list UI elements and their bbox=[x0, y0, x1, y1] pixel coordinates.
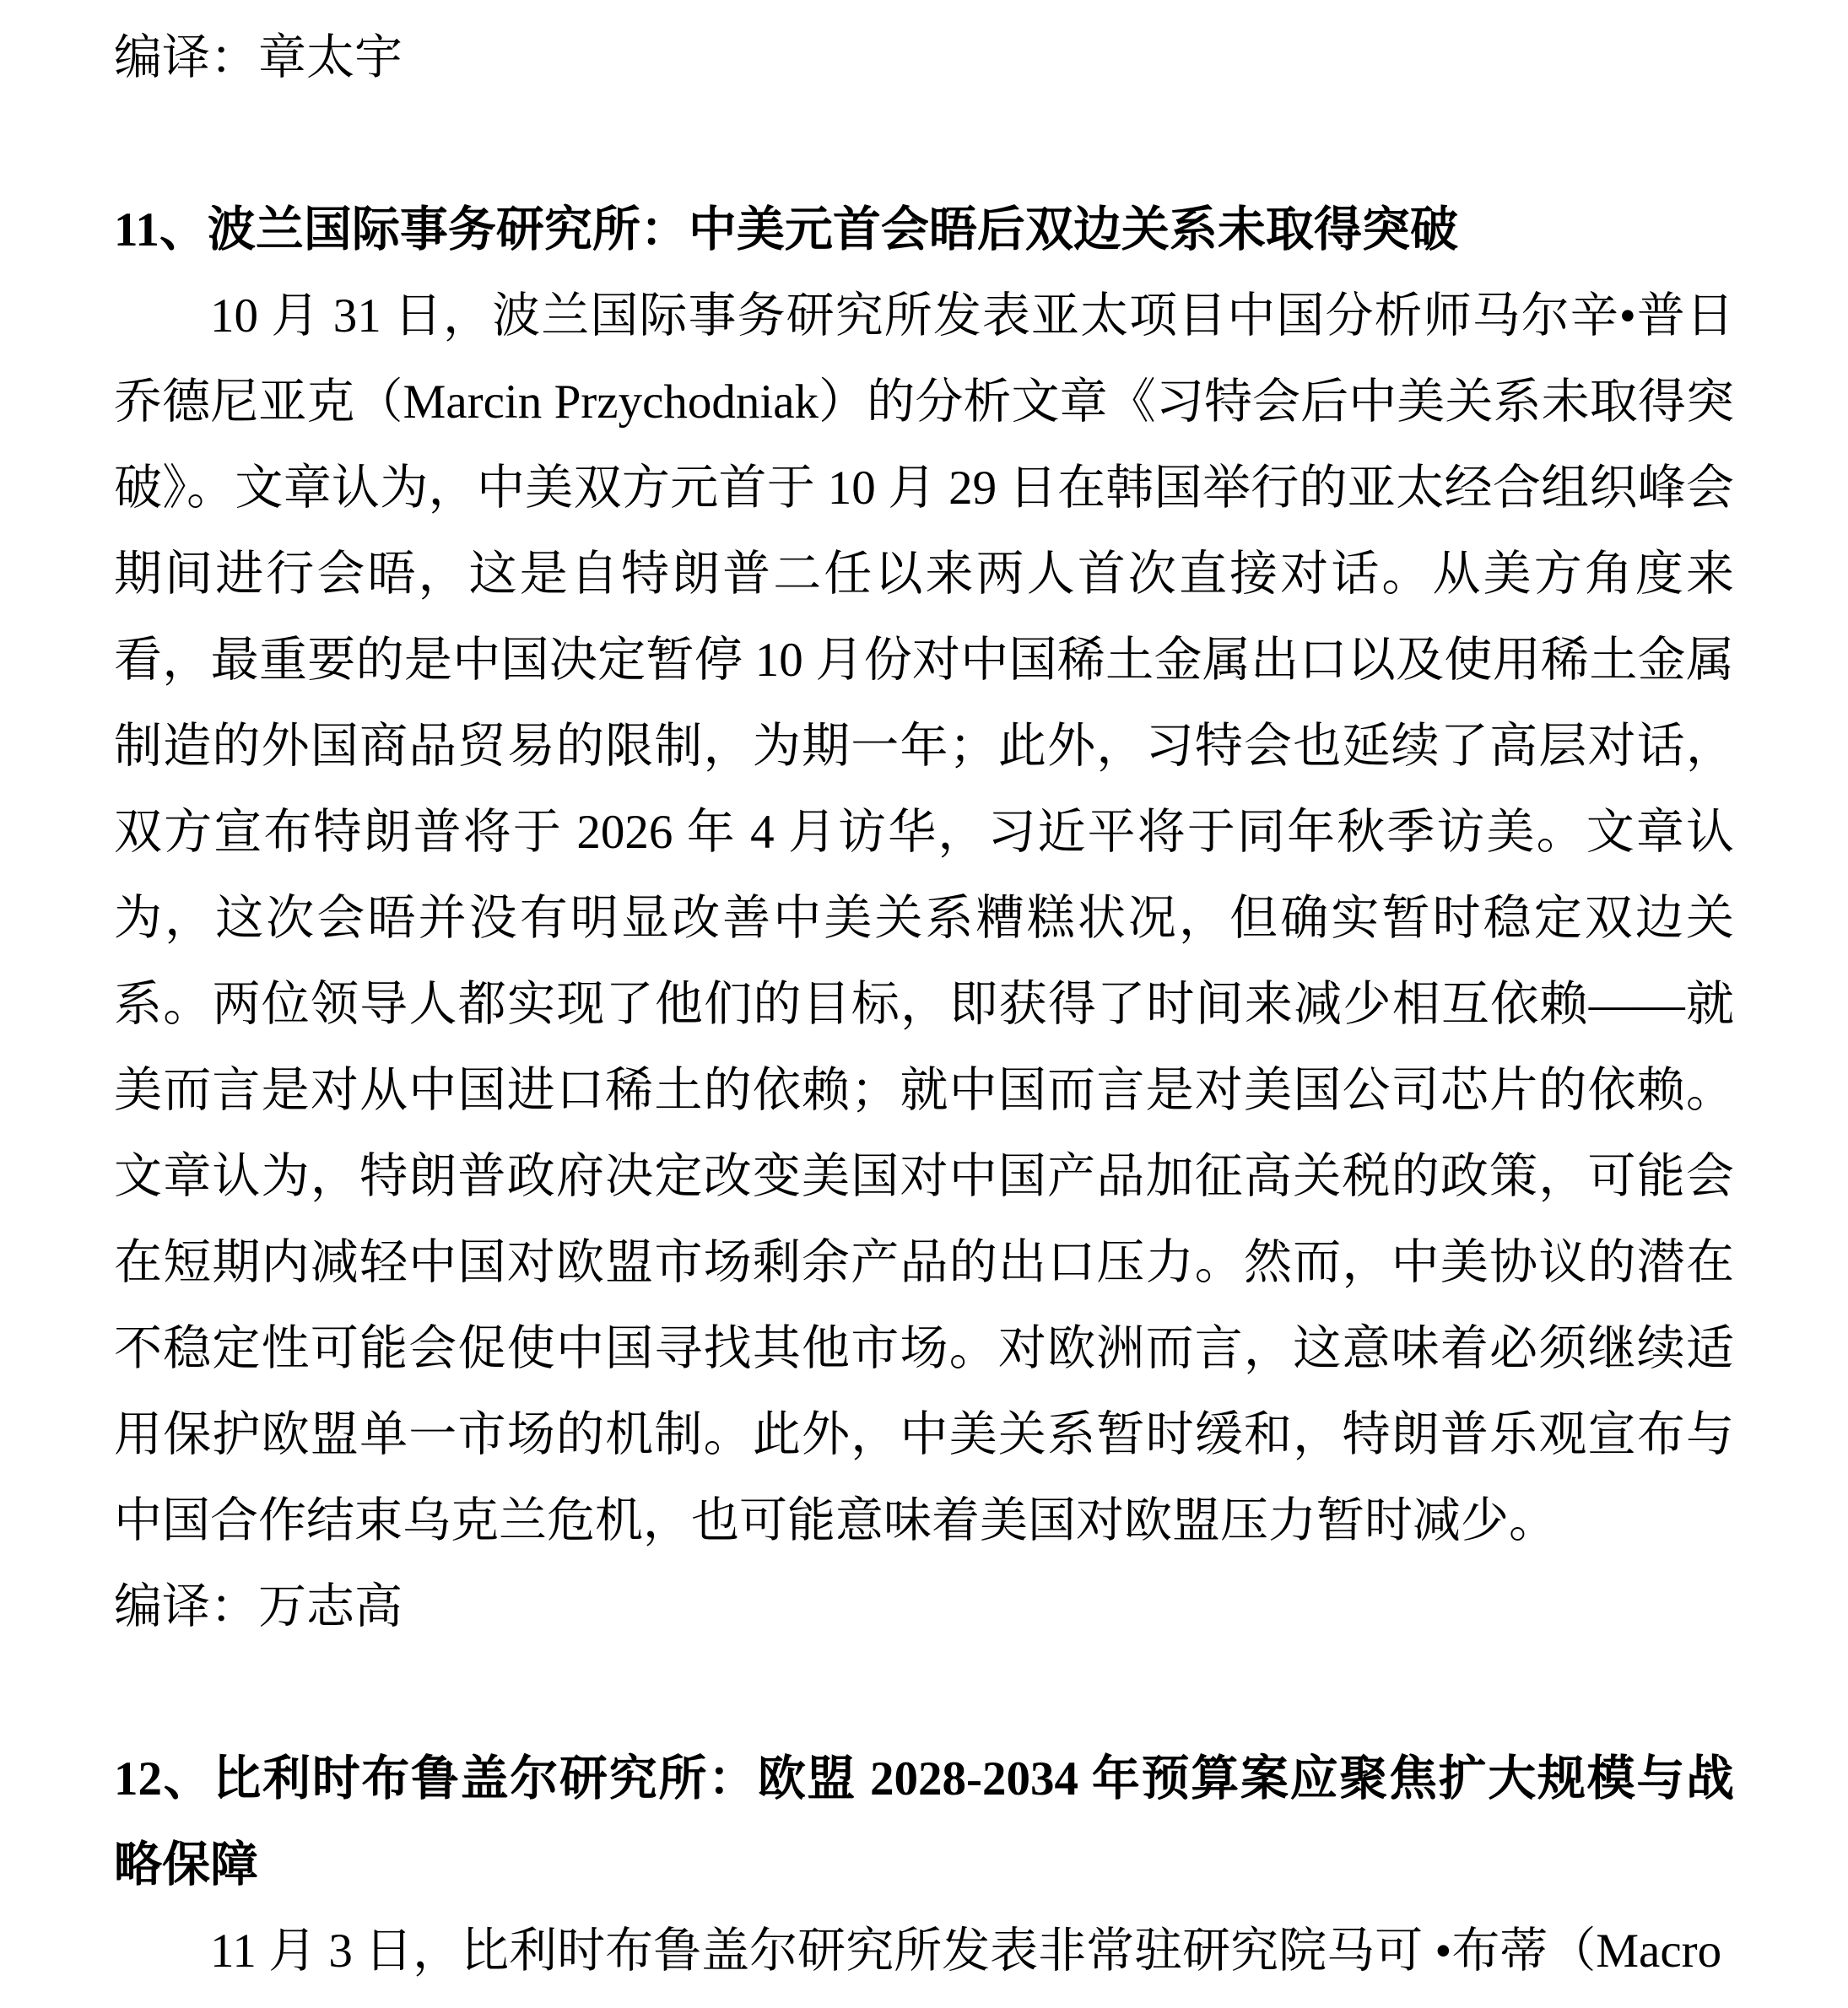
editor-credit-top: 编译：章太宇 bbox=[114, 31, 403, 84]
section-12-heading: 12、比利时布鲁盖尔研究所：欧盟 2028-2034 年预算案应聚焦扩大规模与战略保障 bbox=[114, 1752, 1734, 1892]
section-12-paragraph: 11 月 3 日，比利时布鲁盖尔研究所发表非常驻研究院马可 •布蒂（Macro bbox=[210, 1924, 1722, 1978]
editor-credit-section-11: 编译：万志高 bbox=[114, 1580, 403, 1633]
blank-line bbox=[114, 1650, 1734, 1736]
section-11-heading: 11、波兰国际事务研究所：中美元首会晤后双边关系未取得突破 bbox=[114, 203, 1458, 256]
blank-line bbox=[114, 101, 1734, 187]
section-11-paragraph: 10 月 31 日，波兰国际事务研究所发表亚太项目中国分析师马尔辛•普日乔德尼亚克（Marcin Przychodniak）的分析文章《习特会后中美关系未取得突破》。文章认为，中美双方元首于 10 月 29 日在韩国举行的亚太经合组织峰会期间进行会晤，这是自特朗普二任以来两人首次直接对话。从美方角度来看，最重要的是中国决定暂停 10 月份对中国稀土金属出口以及使用稀土金属制造的外国商品贸易的限制，为期一年；此外，习特会也延续了高层对话，双方宣布特朗普将于 2026 年 4 月访华，习近平将于同年秋季访美。文章认为，这次会晤并没有明显改善中美关系糟糕状况，但确实暂时稳定双边关系。两位领导人都实现了他们的目标，即获得了时间来减少相互依赖——就美而言是对从中国进口稀土的依赖；就中国而言是对美国公司芯片的依赖。文章认为，特朗普政府决定改变美国对中国产品加征高关税的政策，可能会在短期内减轻中国对欧盟市场剩余产品的出口压力。然而，中美协议的潜在不稳定性可能会促使中国寻找其他市场。对欧洲而言，这意味着必须继续适用保护欧盟单一市场的机制。此外，中美关系暂时缓和，特朗普乐观宣布与中国合作结束乌克兰危机，也可能意味着美国对欧盟压力暂时减少。 bbox=[114, 289, 1734, 1547]
